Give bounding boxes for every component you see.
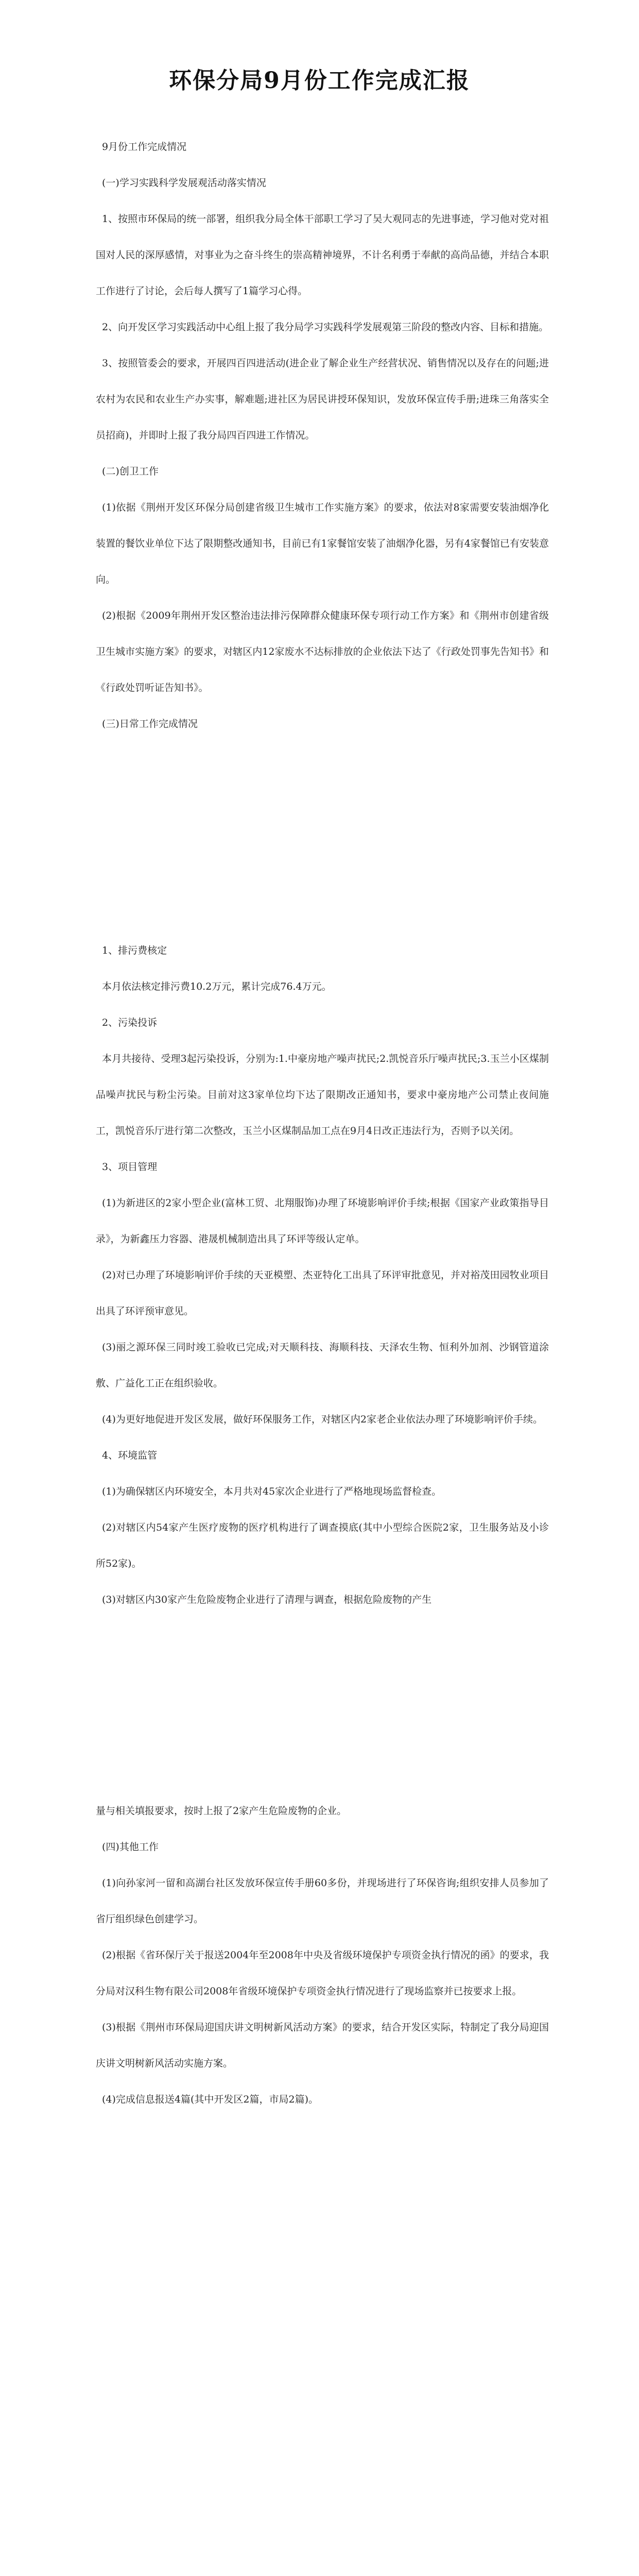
paragraph: 1、按照市环保局的统一部署，组织我分局全体干部职工学习了吴大观同志的先进事迹，学习他对党对祖国对人民的深厚感情，对事业为之奋斗终生的崇高精神境界，不计名利勇于奉献的高尚品德，并结合本职工作进行了讨论，会后每人撰写了1篇学习心得。	[96, 213, 549, 297]
section-other-work	[96, 1793, 549, 2117]
paragraph: (1)为确保辖区内环境安全，本月共对45家次企业进行了严格地现场监督检查。	[102, 1486, 442, 1497]
paragraph: (3)丽之源环保三同时竣工验收已完成;对天顺科技、海顺科技、天泽农生物、恒利外加剂、沙钢管道涂敷、广益化工正在组织验收。	[96, 1342, 549, 1389]
heading-study-practice: (一)学习实践科学发展观活动落实情况	[102, 177, 266, 189]
paragraph: (2)根据《省环保厅关于报送2004年至2008年中央及省级环境保护专项资金执行情况的函》的要求，我分局对汉科生物有限公司2008年省级环境保护专项资金执行情况进行了现场监察并已按要求上报。	[96, 1950, 549, 1997]
heading-month-summary: 9月份工作完成情况	[102, 141, 187, 152]
heading-complaints: 2、污染投诉	[102, 1017, 158, 1028]
paragraph: (1)向孙家河一留和高湖台社区发放环保宣传手册60多份，并现场进行了环保咨询;组织安排人员参加了省厅组织绿色创建学习。	[96, 1877, 549, 1925]
paragraph: 本月共接待、受理3起污染投诉，分别为:1.中豪房地产噪声扰民;2.凯悦音乐厅噪声扰民;3.玉兰小区煤制品噪声扰民与粉尘污染。目前对这3家单位均下达了限期改正通知书，要求中豪房地产公司禁止夜间施工，凯悦音乐厅进行第二次整改，玉兰小区煤制品加工点在9月4日改正违法行为，否则予以关闭。	[96, 1053, 549, 1137]
paragraph: (2)根据《2009年荆州开发区整治违法排污保障群众健康环保专项行动工作方案》和《荆州市创建省级卫生城市实施方案》的要求，对辖区内12家废水不达标排放的企业依法下达了《行政处罚事先告知书》和《行政处罚听证告知书》。	[96, 610, 549, 693]
heading-fee-assessment: 1、排污费核定	[102, 945, 167, 956]
paragraph-continued: 量与相关填报要求，按时上报了2家产生危险废物的企业。	[96, 1805, 347, 1817]
heading-other-work: (四)其他工作	[102, 1841, 159, 1853]
paragraph: (1)为新进区的2家小型企业(富林工贸、北翔服饰)办理了环境影响评价手续;根据《国家产业政策指导目录》，为新鑫压力容器、港晟机械制造出具了环评等级认定单。	[96, 1197, 549, 1245]
paragraph: (4)为更好地促进开发区发展，做好环保服务工作，对辖区内2家老企业依法办理了环境影响评价手续。	[102, 1414, 543, 1425]
paragraph: (2)对辖区内54家产生医疗废物的医疗机构进行了调查摸底(其中小型综合医院2家，卫生服务站及小诊所52家)。	[96, 1522, 549, 1569]
paragraph: 3、按照管委会的要求，开展四百四进活动(进企业了解企业生产经营状况、销售情况以及存在的问题;进农村为农民和农业生产办实事，解难题;进社区为居民讲授环保知识，发放环保宣传手册;进珠三角落实全员招商)，并即时上报了我分局四百四进工作情况。	[96, 358, 549, 441]
paragraph: (2)对已办理了环境影响评价手续的天亚模塑、杰亚特化工出具了环评审批意见，并对裕茂田园牧业项目出具了环评预审意见。	[96, 1269, 549, 1317]
paragraph: 本月依法核定排污费10.2万元，累计完成76.4万元。	[102, 981, 332, 992]
section-daily-work	[96, 933, 549, 1618]
paragraph: (4)完成信息报送4篇(其中开发区2篇，市局2篇)。	[102, 2094, 319, 2105]
paragraph: (1)依据《荆州开发区环保分局创建省级卫生城市工作实施方案》的要求，依法对8家需要安装油烟净化装置的餐饮业单位下达了限期整改通知书，目前已有1家餐馆安装了油烟净化器，另有4家餐馆已有安装意向。	[96, 502, 549, 585]
heading-project-management: 3、项目管理	[102, 1161, 158, 1173]
heading-supervision: 4、环境监管	[102, 1450, 158, 1461]
heading-daily-work: (三)日常工作完成情况	[102, 718, 198, 730]
document-title: 环保分局9月份工作完成汇报	[169, 67, 470, 94]
paragraph: (3)根据《荆州市环保局迎国庆讲文明树新风活动方案》的要求，结合开发区实际，特制定了我分局迎国庆讲文明树新风活动实施方案。	[96, 2022, 549, 2069]
paragraph: (3)对辖区内30家产生危险废物企业进行了清理与调查，根据危险废物的产生	[102, 1594, 432, 1605]
paragraph: 2、向开发区学习实践活动中心组上报了我分局学习实践科学发展观第三阶段的整改内容、目标和措施。	[102, 321, 549, 333]
section-overview	[96, 129, 549, 742]
heading-sanitation: (二)创卫工作	[102, 466, 159, 477]
